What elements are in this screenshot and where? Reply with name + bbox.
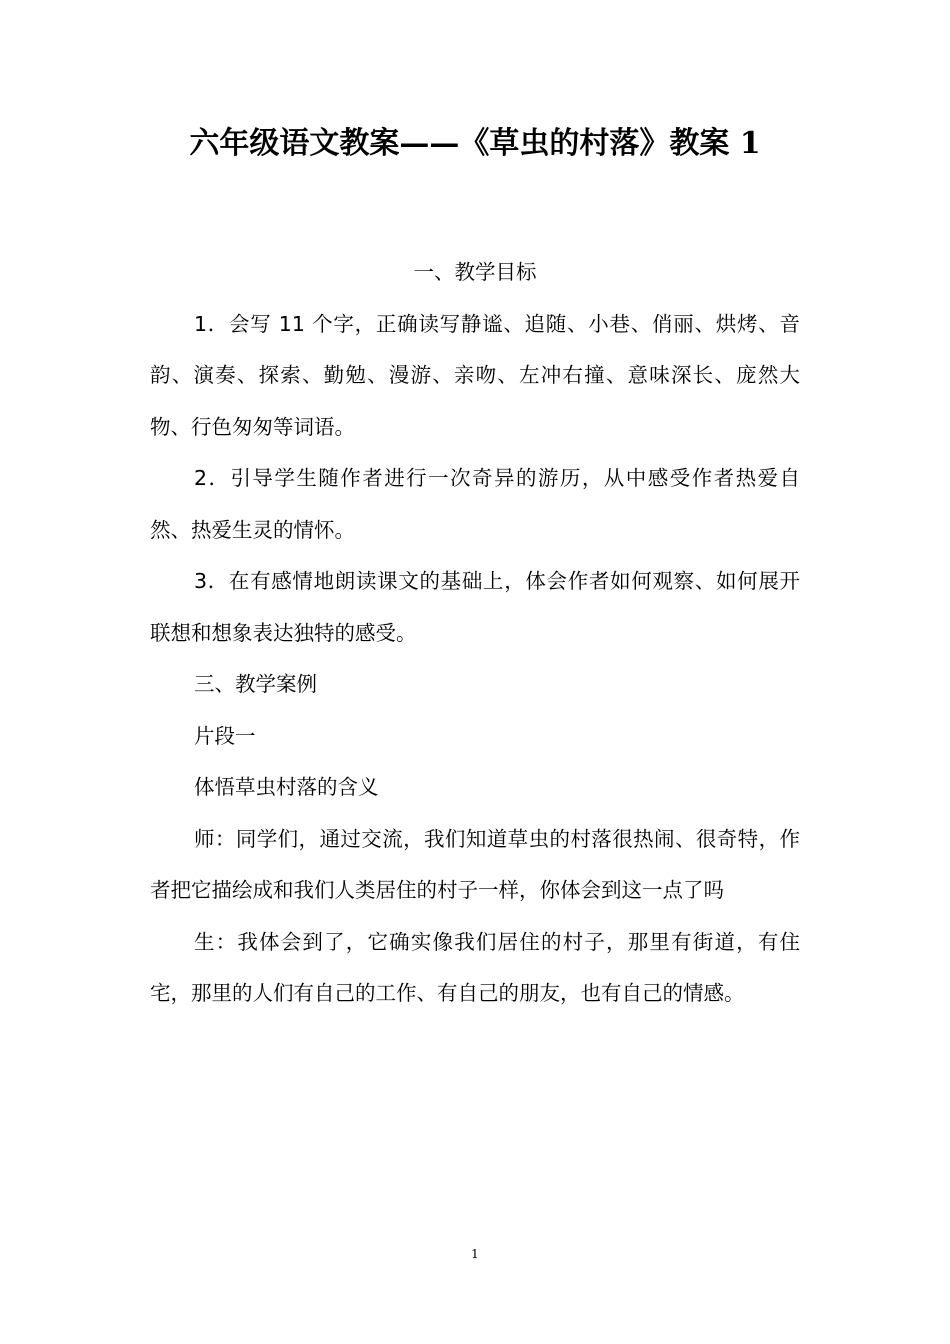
document-body <box>150 247 800 1020</box>
paragraph-objective-2: 2．引导学生随作者进行一次奇异的游历，从中感受作者热爱自然、热爱生灵的情怀。 <box>150 466 800 542</box>
section-heading-cases: 三、教学案例 <box>194 672 317 696</box>
paragraph-objective-1: 1．会写 11 个字，正确读写静谧、追随、小巷、俏丽、烘烤、音韵、演奏、探索、勤勉、漫游、亲吻、左冲右撞、意味深长、庞然大物、行色匆匆等词语。 <box>150 311 800 439</box>
section-heading-objectives: 一、教学目标 <box>413 260 537 284</box>
paragraph-teacher: 师：同学们，通过交流，我们知道草虫的村落很热闹、很奇特，作者把它描绘成和我们人类居住的村子一样，你体会到这一点了吗 <box>150 826 800 902</box>
subheading-topic: 体悟草虫村落的含义 <box>194 775 379 799</box>
page-number: 1 <box>471 1247 479 1261</box>
paragraph-objective-3: 3．在有感情地朗读课文的基础上，体会作者如何观察、如何展开联想和想象表达独特的感受。 <box>150 569 800 645</box>
subheading-fragment-1: 片段一 <box>194 723 256 748</box>
document-title: 六年级语文教案——《草虫的村落》教案 1 <box>189 126 761 161</box>
paragraph-student: 生：我体会到了，它确实像我们居住的村子，那里有街道，有住宅，那里的人们有自己的工作、有自己的朋友，也有自己的情感。 <box>150 929 800 1005</box>
